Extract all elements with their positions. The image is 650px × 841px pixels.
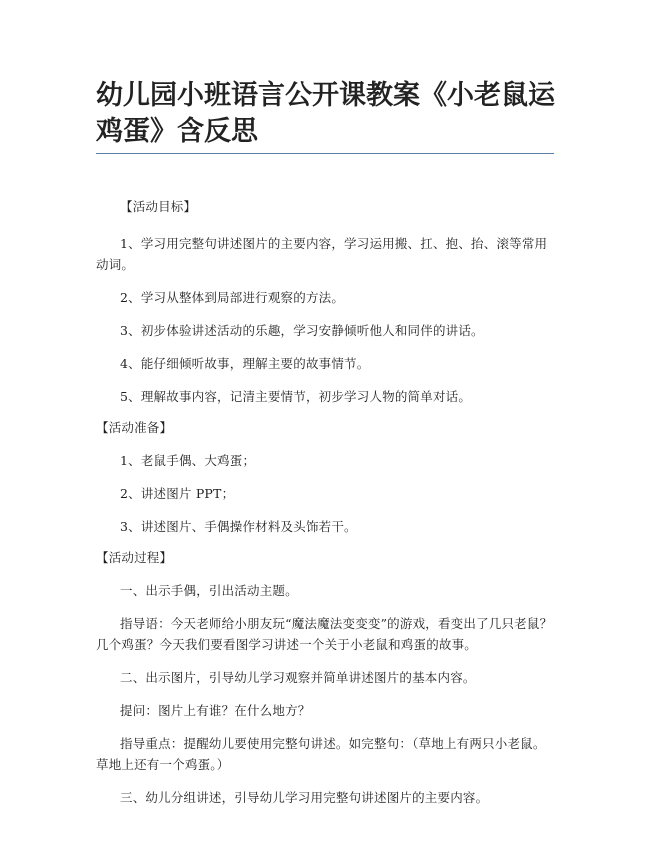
prep-item: 1、老鼠手偶、大鸡蛋；: [120, 453, 256, 468]
process-heading: 【活动过程】: [96, 550, 173, 565]
goals-heading: 【活动目标】: [120, 199, 197, 214]
process-item: 一、出示手偶，引出活动主题。: [120, 583, 298, 598]
prep-item: 2、讲述图片 PPT；: [120, 486, 235, 501]
process-item: 提问：图片上有谁？在什么地方？: [120, 703, 311, 718]
document-body: [96, 196, 556, 820]
goal-item: 4、能仔细倾听故事，理解主要的故事情节。: [120, 356, 370, 371]
process-item: 二、出示图片，引导幼儿学习观察并简单讲述图片的基本内容。: [120, 670, 476, 685]
process-item: 指导重点：提醒幼儿要使用完整句讲述。如完整句：（草地上有两只小老鼠。草地上还有一个鸡蛋。）: [96, 736, 546, 772]
prep-heading: 【活动准备】: [96, 420, 173, 435]
process-item: 指导语：今天老师给小朋友玩“魔法魔法变变变”的游戏，看变出了几只老鼠？几个鸡蛋？今天我们要看图学习讲述一个关于小老鼠和鸡蛋的故事。: [96, 616, 553, 652]
goal-item: 1、学习用完整句讲述图片的主要内容，学习运用搬、扛、抱、抬、滚等常用动词。: [96, 236, 548, 272]
title-divider: [96, 153, 554, 154]
goal-item: 2、学习从整体到局部进行观察的方法。: [120, 290, 345, 305]
goal-item: 5、理解故事内容，记清主要情节，初步学习人物的简单对话。: [120, 389, 472, 404]
page-title: 幼儿园小班语言公开课教案《小老鼠运鸡蛋》含反思: [96, 80, 555, 147]
process-item: 三、幼儿分组讲述，引导幼儿学习用完整句讲述图片的主要内容。: [120, 790, 489, 805]
prep-item: 3、讲述图片、手偶操作材料及头饰若干。: [120, 519, 357, 534]
goal-item: 3、初步体验讲述活动的乐趣，学习安静倾听他人和同伴的讲话。: [120, 323, 484, 338]
